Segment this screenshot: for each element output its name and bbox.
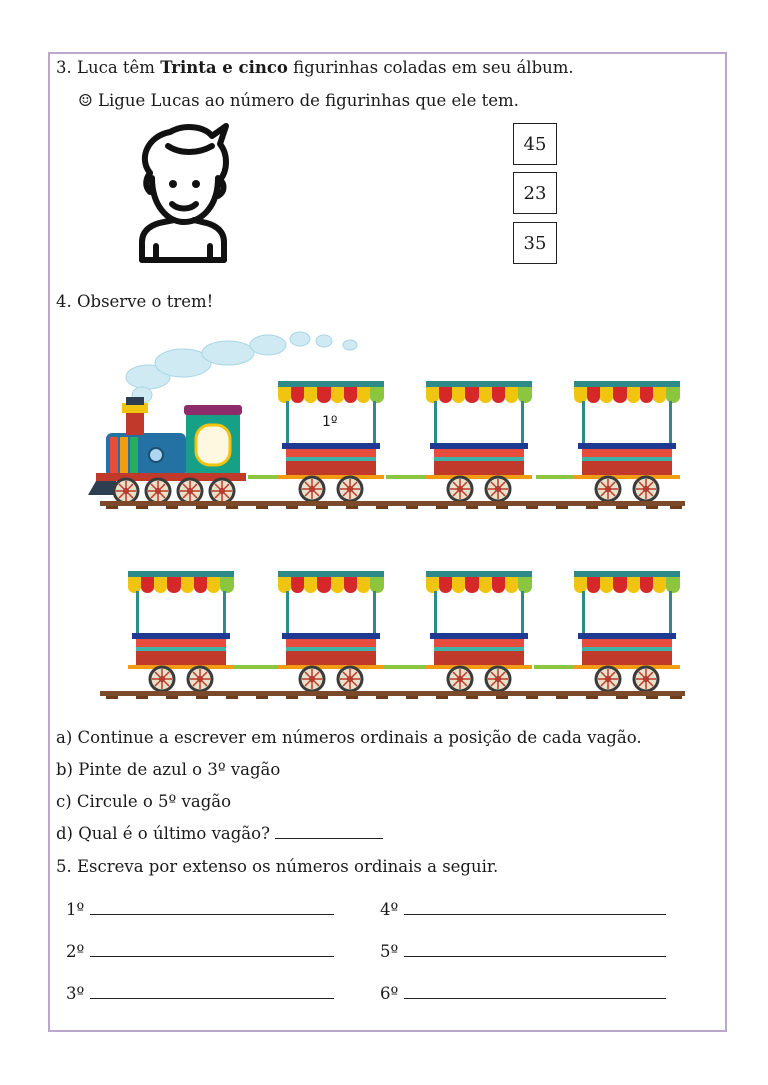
q4-item-a: a) Continue a escrever em números ordinais a posição de cada vagão. xyxy=(56,728,642,747)
q4-item-d xyxy=(56,824,383,843)
answer-line-d[interactable] xyxy=(275,838,383,839)
q3-text-before: Luca têm xyxy=(77,58,161,77)
boy-icon xyxy=(128,118,238,268)
q3-statement xyxy=(56,58,574,77)
ordinal-label: 1º xyxy=(66,900,85,919)
option-box-45[interactable] xyxy=(513,123,557,165)
q3-text-bold: Trinta e cinco xyxy=(160,58,288,77)
q5-title: 5. Escreva por extenso os números ordinais a seguir. xyxy=(56,857,499,876)
option-box-23[interactable] xyxy=(513,172,557,214)
q3-number: 3. xyxy=(56,58,72,77)
answer-line[interactable] xyxy=(90,998,334,999)
q3-text-after: figurinhas coladas em seu álbum. xyxy=(287,58,574,77)
option-box-35[interactable] xyxy=(513,222,557,264)
ordinal-label: 4º xyxy=(380,900,399,919)
q5-row-2-right xyxy=(380,942,666,961)
q3-instruction xyxy=(78,91,519,110)
q5-row-3-left xyxy=(66,984,334,1003)
ordinal-label: 5º xyxy=(380,942,399,961)
smiley-icon: ☺ xyxy=(78,91,93,110)
ordinal-label: 2º xyxy=(66,942,85,961)
answer-line[interactable] xyxy=(404,956,666,957)
answer-line[interactable] xyxy=(404,998,666,999)
q4-title: 4. Observe o trem! xyxy=(56,292,214,311)
answer-line[interactable] xyxy=(90,914,334,915)
option-35: 35 xyxy=(523,232,547,254)
q5-row-1-left xyxy=(66,900,334,919)
q5-row-3-right xyxy=(380,984,666,1003)
q4-item-b: b) Pinte de azul o 3º vagão xyxy=(56,760,281,779)
answer-line[interactable] xyxy=(404,914,666,915)
option-45: 45 xyxy=(523,133,547,155)
q4-item-d-text: d) Qual é o último vagão? xyxy=(56,824,270,843)
q5-row-1-right xyxy=(380,900,666,919)
train-illustration xyxy=(88,325,698,715)
q4-item-c: c) Circule o 5º vagão xyxy=(56,792,232,811)
q5-row-2-left xyxy=(66,942,334,961)
q3-instruction-text: Ligue Lucas ao número de figurinhas que ele tem. xyxy=(98,91,519,110)
ordinal-label: 6º xyxy=(380,984,399,1003)
option-23: 23 xyxy=(523,182,547,204)
first-wagon-label: 1º xyxy=(322,414,338,430)
answer-line[interactable] xyxy=(90,956,334,957)
ordinal-label: 3º xyxy=(66,984,85,1003)
